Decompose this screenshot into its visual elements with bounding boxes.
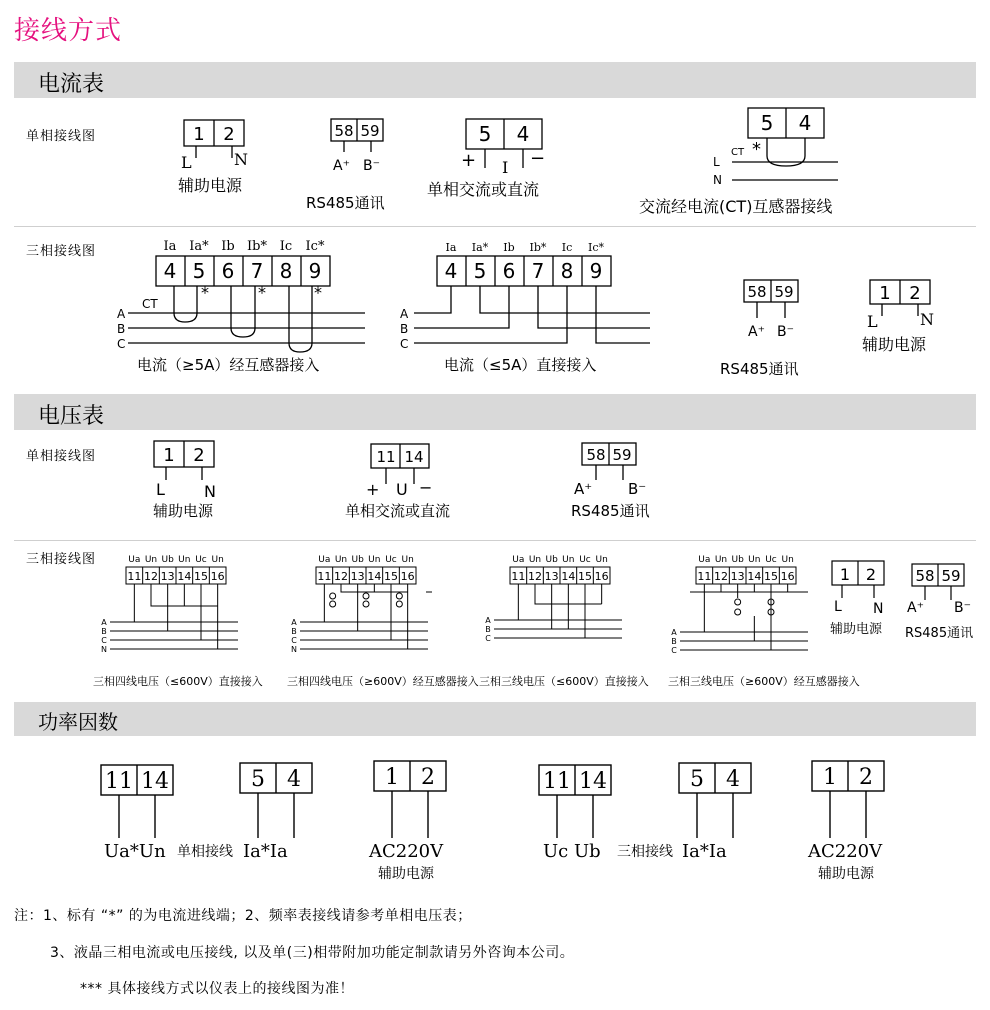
subhead-voltmeter-single: 单相接线图 — [26, 449, 97, 464]
label-star: * — [752, 139, 761, 160]
terminal-11: 11 — [376, 448, 396, 466]
terminal-number: 13 — [544, 570, 559, 583]
caption-aux-power: 辅助电源 — [178, 176, 243, 195]
terminal-number: 12 — [528, 570, 542, 583]
pt-coil — [396, 601, 402, 607]
label-L: L — [181, 153, 192, 172]
label-plus: + — [461, 150, 477, 171]
phase-label: C — [101, 636, 107, 645]
terminal-6: 6 — [502, 259, 516, 283]
terminal-number: 14 — [747, 570, 762, 583]
label-voltage-terminal: Un — [595, 555, 608, 565]
label-ia-ia: Ia*Ia — [682, 841, 727, 862]
label-voltage-terminal: Ua — [128, 555, 141, 565]
label-star: * — [258, 283, 266, 302]
pt-coil — [735, 599, 741, 605]
label-b-minus: B⁻ — [954, 600, 971, 616]
label-voltage-terminal: Un — [748, 555, 761, 565]
terminal-number: 15 — [384, 570, 398, 583]
label-a-plus: A⁺ — [748, 324, 765, 340]
label-N: N — [204, 482, 216, 501]
terminal-58: 58 — [915, 567, 935, 585]
caption-aux-power: 辅助电源 — [830, 622, 883, 637]
terminal-number: 12 — [334, 570, 348, 583]
terminal-6: 6 — [221, 259, 235, 283]
note-line-1: 注：1、标有 “*” 的为电流进线端；2、频率表接线请参考单相电压表； — [14, 908, 472, 924]
terminal-number: 11 — [317, 570, 332, 583]
voltage-three-phase-diagrams — [101, 555, 808, 655]
terminal-2: 2 — [421, 765, 435, 790]
label-voltage-terminal: Uc — [385, 555, 397, 565]
label-voltage-terminal: Un — [562, 555, 575, 565]
terminal-number: 11 — [697, 570, 712, 583]
label-a-plus: A⁺ — [907, 600, 924, 616]
label-voltage-terminal: Un — [401, 555, 414, 565]
caption-rs485: RS485通讯 — [306, 194, 385, 212]
label-ib: Ib — [221, 239, 235, 254]
terminal-number: 12 — [714, 570, 728, 583]
caption-aux-power: 辅助电源 — [818, 866, 874, 882]
label-N: N — [234, 150, 248, 169]
terminal-14: 14 — [141, 769, 169, 794]
terminal-1: 1 — [193, 124, 205, 145]
label-ib-star: Ib* — [529, 241, 547, 254]
terminal-4: 4 — [444, 259, 458, 283]
terminal-4: 4 — [516, 122, 530, 146]
subhead-ammeter-single: 单相接线图 — [26, 129, 97, 144]
terminal-8: 8 — [279, 259, 293, 283]
caption-pf-three: 三相接线 — [617, 844, 673, 860]
label-voltage-terminal: Un — [178, 555, 191, 565]
note-line-3: *** 具体接线方式以仪表上的接线图为准！ — [80, 981, 354, 997]
pt-coil — [735, 609, 741, 615]
label-ib-star: Ib* — [247, 239, 267, 254]
terminal-number: 16 — [210, 570, 225, 583]
pt-coil — [330, 601, 336, 607]
label-voltage-terminal: Ua — [512, 555, 525, 565]
phase-label: N — [291, 645, 297, 654]
terminal-5: 5 — [760, 111, 774, 135]
pt-coil — [396, 593, 402, 599]
terminal-1: 1 — [839, 565, 851, 584]
caption-rs485: RS485通讯 — [571, 502, 650, 520]
terminal-1: 1 — [385, 765, 399, 790]
subhead-ammeter-three: 三相接线图 — [26, 244, 97, 259]
terminal-number: 15 — [578, 570, 592, 583]
label-ia-star: Ia* — [189, 239, 209, 254]
label-phase-a: A — [117, 307, 126, 321]
label-b-minus: B⁻ — [363, 158, 380, 174]
pt-coil — [330, 593, 336, 599]
section-ammeter-title: 电流表 — [38, 72, 105, 97]
label-ic-star: Ic* — [587, 241, 605, 254]
terminal-4: 4 — [163, 259, 177, 283]
caption-three-i-direct: 电流（≤5A）直接接入 — [444, 356, 597, 374]
label-voltage-terminal: Uc — [579, 555, 591, 565]
phase-label: A — [101, 618, 107, 627]
subhead-voltmeter-three: 三相接线图 — [26, 552, 97, 567]
phase-label: B — [485, 625, 491, 634]
label-voltage-terminal: Un — [368, 555, 381, 565]
terminal-5: 5 — [192, 259, 206, 283]
label-phase-c: C — [400, 337, 409, 351]
terminal-59: 59 — [612, 446, 632, 464]
label-b-minus: B⁻ — [628, 480, 647, 498]
caption-v-3p4w-direct: 三相四线电压（≤600V）直接接入 — [93, 675, 263, 688]
label-a-plus: A⁺ — [574, 480, 593, 498]
terminal-1: 1 — [879, 283, 891, 304]
terminal-number: 12 — [144, 570, 158, 583]
caption-pf-single: 单相接线 — [177, 844, 233, 860]
caption-aux-power: 辅助电源 — [378, 866, 434, 882]
terminal-number: 14 — [367, 570, 382, 583]
phase-label: A — [671, 628, 677, 637]
label-I: I — [502, 158, 509, 177]
terminal-4: 4 — [726, 767, 740, 792]
pt-coil — [363, 593, 369, 599]
section-power-factor-title: 功率因数 — [38, 710, 118, 734]
caption-ac-ct: 交流经电流(CT)互感器接线 — [639, 197, 833, 216]
label-voltage-terminal: Un — [144, 555, 158, 565]
label-voltage-terminal: Un — [334, 555, 348, 565]
label-voltage-terminal: Un — [211, 555, 224, 565]
label-voltage-terminal: Un — [528, 555, 542, 565]
label-voltage-terminal: Ub — [161, 555, 174, 565]
terminal-58: 58 — [747, 283, 767, 301]
pt-coil — [363, 601, 369, 607]
label-ic: Ic — [279, 239, 293, 254]
label-L: L — [156, 480, 165, 499]
phase-label: C — [485, 634, 491, 643]
terminal-8: 8 — [560, 259, 574, 283]
caption-single-ac-dc: 单相交流或直流 — [345, 502, 451, 520]
terminal-2: 2 — [193, 445, 205, 466]
label-star: * — [314, 283, 322, 302]
label-voltage-terminal: Ub — [545, 555, 558, 565]
label-phase-b: B — [117, 322, 126, 336]
label-L: L — [834, 599, 842, 615]
phase-label: B — [291, 627, 297, 636]
terminal-1: 1 — [823, 765, 837, 790]
phase-label: C — [291, 636, 297, 645]
phase-label: B — [671, 637, 677, 646]
label-phase-a: A — [400, 307, 409, 321]
section-voltmeter-title: 电压表 — [38, 404, 105, 429]
label-voltage-terminal: Ua — [318, 555, 331, 565]
terminal-number: 16 — [400, 570, 415, 583]
label-voltage-terminal: Ub — [731, 555, 744, 565]
label-ia: Ia — [163, 239, 177, 254]
label-ac220v: AC220V — [808, 841, 883, 862]
terminal-number: 15 — [764, 570, 778, 583]
label-L: L — [713, 155, 720, 169]
caption-single-ac-dc: 单相交流或直流 — [427, 180, 540, 199]
label-N: N — [873, 601, 884, 617]
terminal-9: 9 — [589, 259, 603, 283]
caption-three-i-ct: 电流（≥5A）经互感器接入 — [137, 356, 320, 374]
phase-label: C — [671, 646, 677, 655]
label-uc-ub: Uc Ub — [543, 841, 601, 862]
phase-label: B — [101, 627, 107, 636]
caption-rs485: RS485通讯 — [720, 360, 799, 378]
terminal-7: 7 — [531, 259, 545, 283]
terminal-58: 58 — [334, 122, 354, 140]
label-voltage-terminal: Un — [781, 555, 794, 565]
terminal-number: 15 — [194, 570, 208, 583]
caption-aux-power: 辅助电源 — [862, 335, 927, 354]
caption-v-3p3w-direct: 三相三线电压（≤600V）直接接入 — [479, 675, 649, 688]
terminal-59: 59 — [774, 283, 794, 301]
terminal-number: 16 — [780, 570, 795, 583]
label-voltage-terminal: Uc — [765, 555, 777, 565]
phase-label: A — [291, 618, 297, 627]
note-line-2: 3、液晶三相电流或电压接线, 以及单(三)相带附加功能定制款请另外咨询本公司。 — [50, 945, 575, 961]
label-minus: − — [419, 478, 433, 497]
caption-v-3p4w-pt: 三相四线电压（≥600V）经互感器接入 — [287, 675, 479, 688]
label-voltage-terminal: Uc — [195, 555, 207, 565]
terminal-14: 14 — [579, 769, 607, 794]
label-L: L — [867, 312, 878, 331]
terminal-4: 4 — [798, 111, 812, 135]
label-plus: + — [366, 480, 380, 499]
terminal-7: 7 — [250, 259, 264, 283]
label-ia-star: Ia* — [471, 241, 489, 254]
label-ic: Ic — [561, 241, 573, 254]
terminal-1: 1 — [163, 445, 175, 466]
phase-label: N — [101, 645, 107, 654]
terminal-5: 5 — [690, 767, 704, 792]
label-N: N — [713, 173, 722, 187]
label-minus: − — [530, 148, 546, 169]
terminal-2: 2 — [909, 283, 921, 304]
label-ct: CT — [731, 147, 745, 158]
terminal-59: 59 — [941, 567, 961, 585]
label-ua-un: Ua*Un — [104, 841, 166, 862]
terminal-5: 5 — [473, 259, 487, 283]
label-b-minus: B⁻ — [777, 324, 794, 340]
label-ct: CT — [142, 297, 158, 311]
terminal-number: 14 — [561, 570, 576, 583]
terminal-number: 11 — [127, 570, 142, 583]
phase-label: A — [485, 616, 491, 625]
page-title: 接线方式 — [14, 16, 123, 46]
terminal-2: 2 — [223, 124, 235, 145]
terminal-9: 9 — [308, 259, 322, 283]
caption-rs485: RS485通讯 — [905, 626, 974, 641]
caption-v-3p3w-pt: 三相三线电压（≥600V）经互感器接入 — [668, 675, 860, 688]
terminal-number: 16 — [594, 570, 609, 583]
label-U: U — [396, 480, 408, 499]
terminal-2: 2 — [859, 765, 873, 790]
terminal-4: 4 — [287, 767, 301, 792]
caption-aux-power: 辅助电源 — [153, 502, 214, 520]
label-voltage-terminal: Ub — [351, 555, 364, 565]
terminal-14: 14 — [404, 448, 424, 466]
terminal-11: 11 — [543, 769, 571, 794]
label-phase-b: B — [400, 322, 409, 336]
terminal-5: 5 — [251, 767, 265, 792]
terminal-11: 11 — [105, 769, 133, 794]
terminal-58: 58 — [586, 446, 606, 464]
label-ib: Ib — [503, 241, 515, 254]
terminal-number: 13 — [730, 570, 745, 583]
label-N: N — [920, 310, 934, 329]
label-ia-ia: Ia*Ia — [243, 841, 288, 862]
label-ac220v: AC220V — [369, 841, 444, 862]
terminal-block-i-ct — [732, 108, 838, 180]
label-star: * — [201, 283, 209, 302]
label-voltage-terminal: Ua — [698, 555, 711, 565]
label-ic-star: Ic* — [305, 239, 325, 254]
terminal-number: 13 — [160, 570, 175, 583]
terminal-59: 59 — [360, 122, 380, 140]
label-ia: Ia — [445, 241, 457, 254]
terminal-number: 13 — [350, 570, 365, 583]
label-a-plus: A⁺ — [333, 158, 350, 174]
label-voltage-terminal: Un — [714, 555, 728, 565]
terminal-2: 2 — [865, 565, 877, 584]
terminal-number: 14 — [177, 570, 192, 583]
terminal-number: 11 — [511, 570, 526, 583]
label-phase-c: C — [117, 337, 126, 351]
terminal-5: 5 — [478, 122, 492, 146]
